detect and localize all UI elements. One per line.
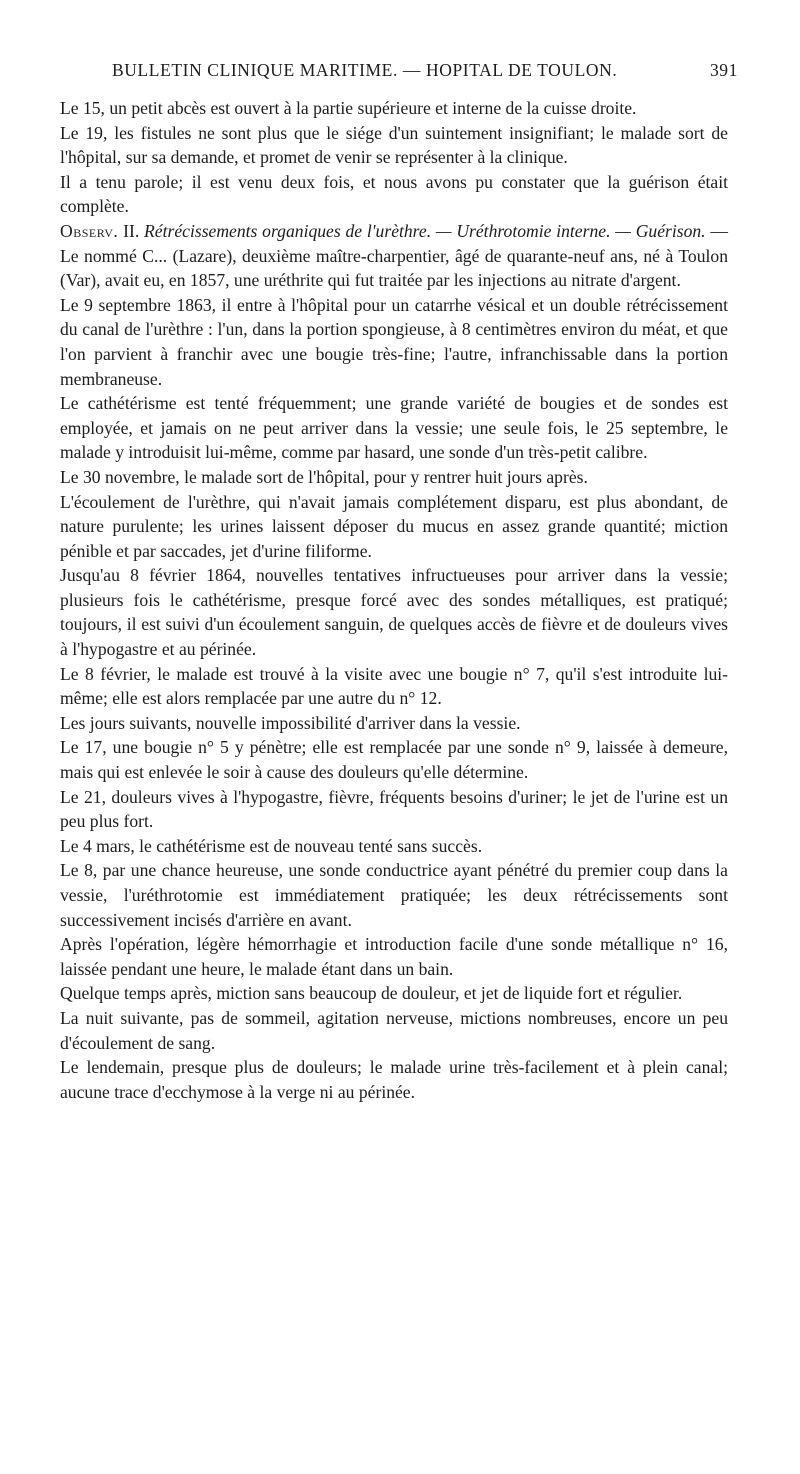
observation-label: Observ. — [60, 220, 119, 241]
body-text — [60, 96, 728, 1104]
paragraph: Le 8, par une chance heureuse, une sonde conductrice ayant pénétré du premier coup dans la vessie, l'uréthrotomie est immédiatement pratiquée; les deux rétrécissements sont successivement incisés d'arrière en avant. — [60, 860, 728, 930]
observation-paragraph — [60, 219, 728, 293]
paragraph: Quelque temps après, miction sans beaucoup de douleur, et jet de liquide fort et régulier. — [60, 983, 683, 1004]
paragraph: Le 8 février, le malade est trouvé à la visite avec une bougie n° 7, qu'il s'est introduite lui-même; elle est alors remplacée par une autre du n° 12. — [60, 663, 728, 709]
paragraph: Le 9 septembre 1863, il entre à l'hôpital pour un catarrhe vésical et un double rétrécissement du canal de l'urèthre : l'un, dans la portion spongieuse, à 8 centimètres environ du méat, et que l'on parvient à franchir avec une bougie très-fine; l'autre, infranchissable dans la portion membraneuse. — [60, 294, 728, 389]
paragraph: Le 19, les fistules ne sont plus que le siége d'un suintement insignifiant; le malade sort de l'hôpital, sur sa demande, et promet de venir se représenter à la clinique. — [60, 122, 728, 168]
paragraph: Après l'opération, légère hémorrhagie et introduction facile d'une sonde métallique n° 16, laissée pendant une heure, le malade étant dans un bain. — [60, 934, 728, 979]
running-head — [112, 60, 738, 88]
running-title: BULLETIN CLINIQUE MARITIME. — HOPITAL DE TOULON. — [112, 60, 618, 80]
paragraph: Le 15, un petit abcès est ouvert à la partie supérieure et interne de la cuisse droite. — [60, 98, 637, 118]
paragraph: Jusqu'au 8 février 1864, nouvelles tentatives infructueuses pour arriver dans la vessie; plusieurs fois le cathétérisme, presque forcé avec des sondes métalliques, est pratiqué; toujours, il est suivi d'un écoulement sanguin, de quelques accès de fièvre et de douleurs vives à l'hypogastre et au périnée. — [60, 565, 728, 660]
paragraph: Le 17, une bougie n° 5 y pénètre; elle est remplacée par une sonde n° 9, laissée à demeure, mais qui est enlevée le soir à cause des douleurs qu'elle détermine. — [60, 737, 728, 783]
paragraph: L'écoulement de l'urèthre, qui n'avait jamais complétement disparu, est plus abondant, de nature purulente; les urines laissent déposer du mucus en assez grande quantité; miction pénible et par saccades, jet d'urine filiforme. — [60, 491, 728, 561]
paragraph: Le lendemain, presque plus de douleurs; le malade urine très-facilement et à plein canal; aucune trace d'ecchymose à la verge ni au périnée. — [60, 1057, 728, 1102]
paragraph: Le cathétérisme est tenté fréquemment; une grande variété de bougies et de sondes est employée, et jamais on ne peut arriver dans la vessie; une seule fois, le 25 septembre, le malade y introduisit lui-même, comme par hasard, une sonde d'un très-petit calibre. — [60, 393, 728, 463]
paragraph: Le 30 novembre, le malade sort de l'hôpital, pour y rentrer huit jours après. — [60, 466, 588, 487]
observation-title: Rétrécissements organiques de l'urèthre. — Uréthrotomie interne. — Guérison. — [144, 220, 706, 241]
observation-text: — Le nommé C... (Lazare), deuxième maître-charpentier, âgé de quarante-neuf ans, né à Toulon (Var), avait eu, en 1857, une uréthrite qui fut traitée par les injections au nitrate d'argent. — [60, 220, 728, 291]
paragraph: Les jours suivants, nouvelle impossibilité d'arriver dans la vessie. — [60, 712, 521, 733]
page-number: 391 — [709, 60, 738, 80]
paragraph: Le 21, douleurs vives à l'hypogastre, fièvre, fréquents besoins d'uriner; le jet de l'urine est un peu plus fort. — [60, 786, 728, 832]
paragraph: Il a tenu parole; il est venu deux fois, et nous avons pu constater que la guérison était complète. — [60, 171, 728, 217]
paragraph: La nuit suivante, pas de sommeil, agitation nerveuse, mictions nombreuses, encore un peu d'écoulement de sang. — [60, 1007, 728, 1053]
observation-number: II. — [123, 220, 140, 241]
paragraph: Le 4 mars, le cathétérisme est de nouveau tenté sans succès. — [60, 835, 483, 856]
